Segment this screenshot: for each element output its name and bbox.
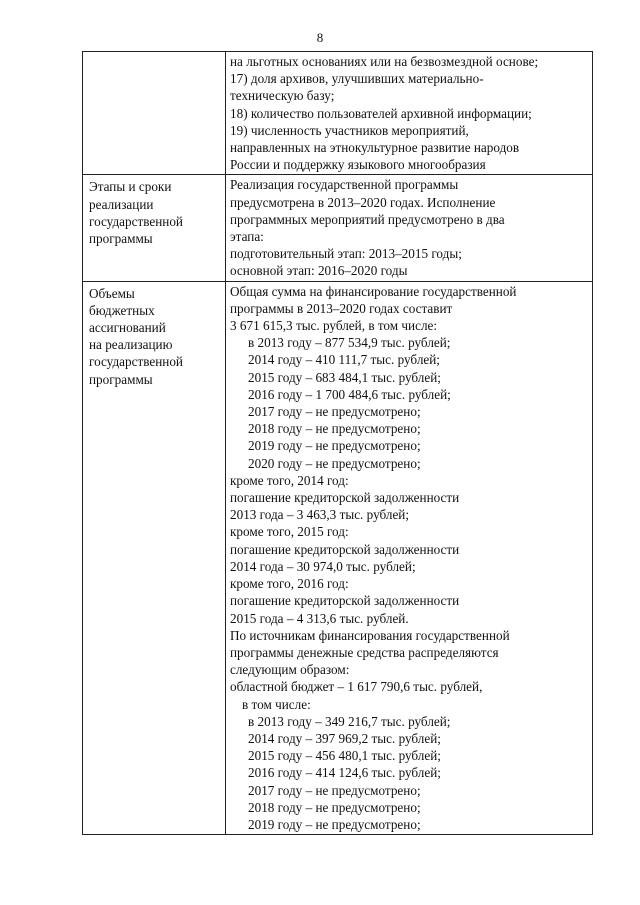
- row-heading-line: программы: [89, 231, 153, 247]
- row-content-line: 2020 году – не предусмотрено;: [248, 455, 421, 471]
- row-content-line: погашение кредиторской задолженности: [230, 593, 460, 609]
- row-content-line: кроме того, 2015 год:: [230, 524, 349, 540]
- row-content-line: в том числе:: [242, 696, 311, 712]
- row-content-line: 2016 году – 1 700 484,6 тыс. рублей;: [248, 386, 451, 402]
- row-content-line: на льготных основаниях или на безвозмездной основе;: [230, 54, 539, 69]
- table-row-stages-and-terms: [83, 175, 593, 281]
- row-content-line: программы в 2013–2020 годах составит: [230, 300, 453, 316]
- row-content-line: кроме того, 2014 год:: [230, 472, 349, 488]
- row-content-line: погашение кредиторской задолженности: [230, 541, 460, 557]
- row-content-line: 2016 году – 414 124,6 тыс. рублей;: [248, 765, 441, 781]
- row-content-line: техническую базу;: [230, 88, 335, 104]
- row-content-line: 2017 году – не предусмотрено;: [248, 404, 421, 420]
- row-heading-line: государственной: [89, 213, 183, 229]
- row-content-line: 2019 году – не предусмотрено;: [248, 816, 421, 832]
- row-content-line: погашение кредиторской задолженности: [230, 490, 460, 506]
- row-content-line: 19) численность участников мероприятий,: [230, 122, 469, 138]
- row-content-line: направленных на этнокультурное развитие народов: [230, 140, 520, 156]
- row-heading-cell: [83, 175, 226, 281]
- row-heading-line: ассигнований: [89, 320, 166, 336]
- row-content-line: 2014 года – 30 974,0 тыс. рублей;: [230, 558, 416, 574]
- row-content-line: в 2013 году – 349 216,7 тыс. рублей;: [248, 713, 451, 729]
- row-content-line: 2015 году – 456 480,1 тыс. рублей;: [248, 748, 441, 764]
- table-row-indicators-continued: [83, 52, 593, 175]
- row-heading-line: Объемы: [89, 285, 135, 301]
- row-content-line: 3 671 615,3 тыс. рублей, в том числе:: [230, 318, 438, 334]
- row-content-line: программы денежные средства распределяются: [230, 644, 499, 660]
- row-content-line: По источникам финансирования государственной: [230, 627, 510, 643]
- row-content-line: 2017 году – не предусмотрено;: [248, 782, 421, 798]
- row-heading-line: государственной: [89, 354, 183, 370]
- row-heading-line: программы: [89, 371, 153, 387]
- row-content-line: 2018 году – не предусмотрено;: [248, 799, 421, 815]
- row-heading-line: Этапы и сроки: [89, 179, 172, 195]
- row-content-line: подготовительный этап: 2013–2015 годы;: [230, 246, 462, 262]
- row-content-line: 2019 году – не предусмотрено;: [248, 438, 421, 454]
- row-content-line: 2014 году – 410 111,7 тыс. рублей;: [248, 352, 440, 368]
- row-content-line: предусмотрена в 2013–2020 годах. Исполнение: [230, 194, 496, 210]
- row-content-line: программных мероприятий предусмотрено в два: [230, 211, 505, 227]
- row-content-line: России и поддержку языкового многообразия: [230, 157, 486, 173]
- row-content-line: в 2013 году – 877 534,9 тыс. рублей;: [248, 335, 451, 351]
- page-number: 8: [316, 30, 324, 45]
- row-content-line: этапа:: [230, 229, 264, 245]
- row-content-line: 2013 года – 3 463,3 тыс. рублей;: [230, 507, 410, 523]
- row-heading-line: реализации: [89, 196, 154, 212]
- row-content-line: кроме того, 2016 год:: [230, 576, 349, 592]
- row-content-line: следующим образом:: [230, 662, 350, 678]
- row-content-line: 2015 года – 4 313,6 тыс. рублей.: [230, 610, 409, 626]
- row-content-line: 18) количество пользователей архивной информации;: [230, 105, 532, 121]
- row-content-line: 2015 году – 683 484,1 тыс. рублей;: [248, 369, 441, 385]
- row-content-line: 17) доля архивов, улучшивших материально-: [230, 71, 484, 87]
- row-content-line: Общая сумма на финансирование государственной: [230, 283, 517, 299]
- row-content-line: 2018 году – не предусмотрено;: [248, 421, 421, 437]
- row-content-cell: [226, 52, 593, 175]
- row-heading-line: на реализацию: [89, 337, 173, 353]
- row-content-line: Реализация государственной программы: [230, 177, 459, 193]
- table-body: [83, 52, 593, 835]
- row-content-line: областной бюджет – 1 617 790,6 тыс. рублей,: [230, 679, 483, 695]
- row-heading-cell: [83, 281, 226, 835]
- row-heading-line: бюджетных: [89, 302, 155, 318]
- row-content-line: 2014 году – 397 969,2 тыс. рублей;: [248, 730, 441, 746]
- row-content-line: основной этап: 2016–2020 годы: [230, 263, 408, 279]
- program-passport-table: [82, 51, 593, 835]
- row-content-cell: [226, 175, 593, 281]
- row-heading-cell: [83, 52, 226, 175]
- row-content-cell: [226, 281, 593, 835]
- table-row-budget-allocations: [83, 281, 593, 835]
